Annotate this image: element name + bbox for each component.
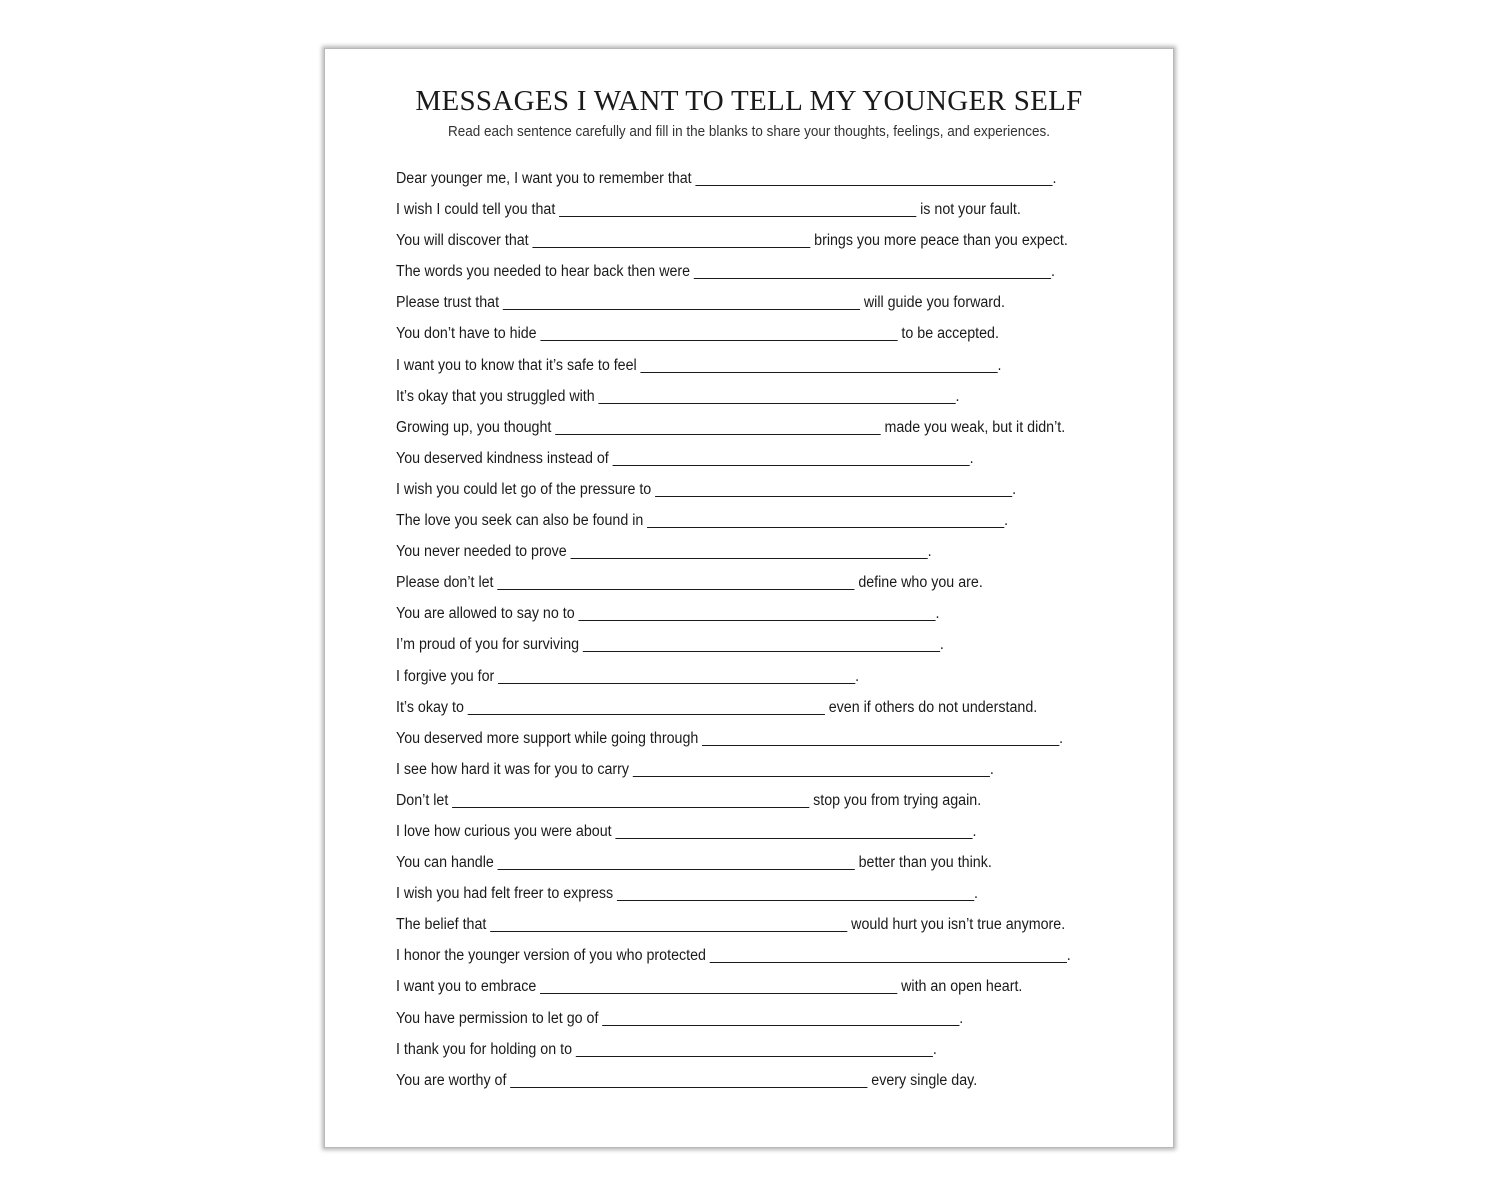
- prompt-line: You can handle _____________________________________________ better than you think.: [396, 854, 992, 872]
- prompt-line: You have permission to let go of _____________________________________________.: [396, 1009, 964, 1027]
- prompt-line: I wish I could tell you that _____________________________________________ is not your fault.: [396, 201, 1021, 219]
- prompt-line: The belief that _____________________________________________ would hurt you isn’t true anymore.: [396, 916, 1066, 934]
- prompt-line: I want you to know that it’s safe to feel _____________________________________________.: [396, 356, 1002, 374]
- prompt-line: I wish you had felt freer to express _____________________________________________.: [396, 885, 978, 903]
- prompt-line: Growing up, you thought _________________________________________ made you weak, but it didn’t.: [396, 418, 1066, 436]
- prompt-line: The love you seek can also be found in _____________________________________________.: [396, 512, 1009, 530]
- prompt-line: It’s okay to _____________________________________________ even if others do not understand.: [396, 698, 1038, 716]
- prompt-line: You never needed to prove _____________________________________________.: [396, 543, 932, 561]
- prompt-line: You are allowed to say no to _____________________________________________.: [396, 605, 940, 623]
- prompt-line: I love how curious you were about _____________________________________________.: [396, 822, 977, 840]
- prompt-line: Please trust that _____________________________________________ will guide you forward.: [396, 294, 1005, 312]
- prompt-line: I see how hard it was for you to carry _____________________________________________.: [396, 760, 994, 778]
- prompt-line: It’s okay that you struggled with _____________________________________________.: [396, 387, 960, 405]
- prompt-line: I want you to embrace _____________________________________________ with an open heart.: [396, 978, 1023, 996]
- prompt-line: I honor the younger version of you who protected _____________________________________________.: [396, 947, 1071, 965]
- prompt-line: Don’t let _____________________________________________ stop you from trying again.: [396, 791, 982, 809]
- prompt-list: [396, 163, 1156, 1096]
- prompt-line: I’m proud of you for surviving _____________________________________________.: [396, 636, 944, 654]
- prompt-line: I wish you could let go of the pressure to _____________________________________________.: [396, 480, 1017, 498]
- prompt-line: You deserved more support while going through _____________________________________________.: [396, 729, 1064, 747]
- prompt-line: You deserved kindness instead of _____________________________________________.: [396, 449, 974, 467]
- prompt-line: I thank you for holding on to _____________________________________________.: [396, 1040, 937, 1058]
- prompt-line: You are worthy of _____________________________________________ every single day.: [396, 1071, 978, 1089]
- prompt-line: I forgive you for _____________________________________________.: [396, 667, 860, 685]
- worksheet-page: [324, 48, 1174, 1148]
- prompt-line: You don’t have to hide _____________________________________________ to be accepted.: [396, 325, 999, 343]
- prompt-line: Dear younger me, I want you to remember that _____________________________________________.: [396, 170, 1057, 187]
- prompt-line: The words you needed to hear back then were _____________________________________________.: [396, 263, 1055, 281]
- page-subtitle: Read each sentence carefully and fill in the blanks to share your thoughts, feelings, and experiences.: [448, 124, 1050, 140]
- prompt-line: Please don’t let _____________________________________________ define who you are.: [396, 574, 983, 592]
- page-title: MESSAGES I WANT TO TELL MY YOUNGER SELF: [415, 85, 1083, 117]
- prompt-line: You will discover that ___________________________________ brings you more peace than you expect.: [396, 232, 1068, 250]
